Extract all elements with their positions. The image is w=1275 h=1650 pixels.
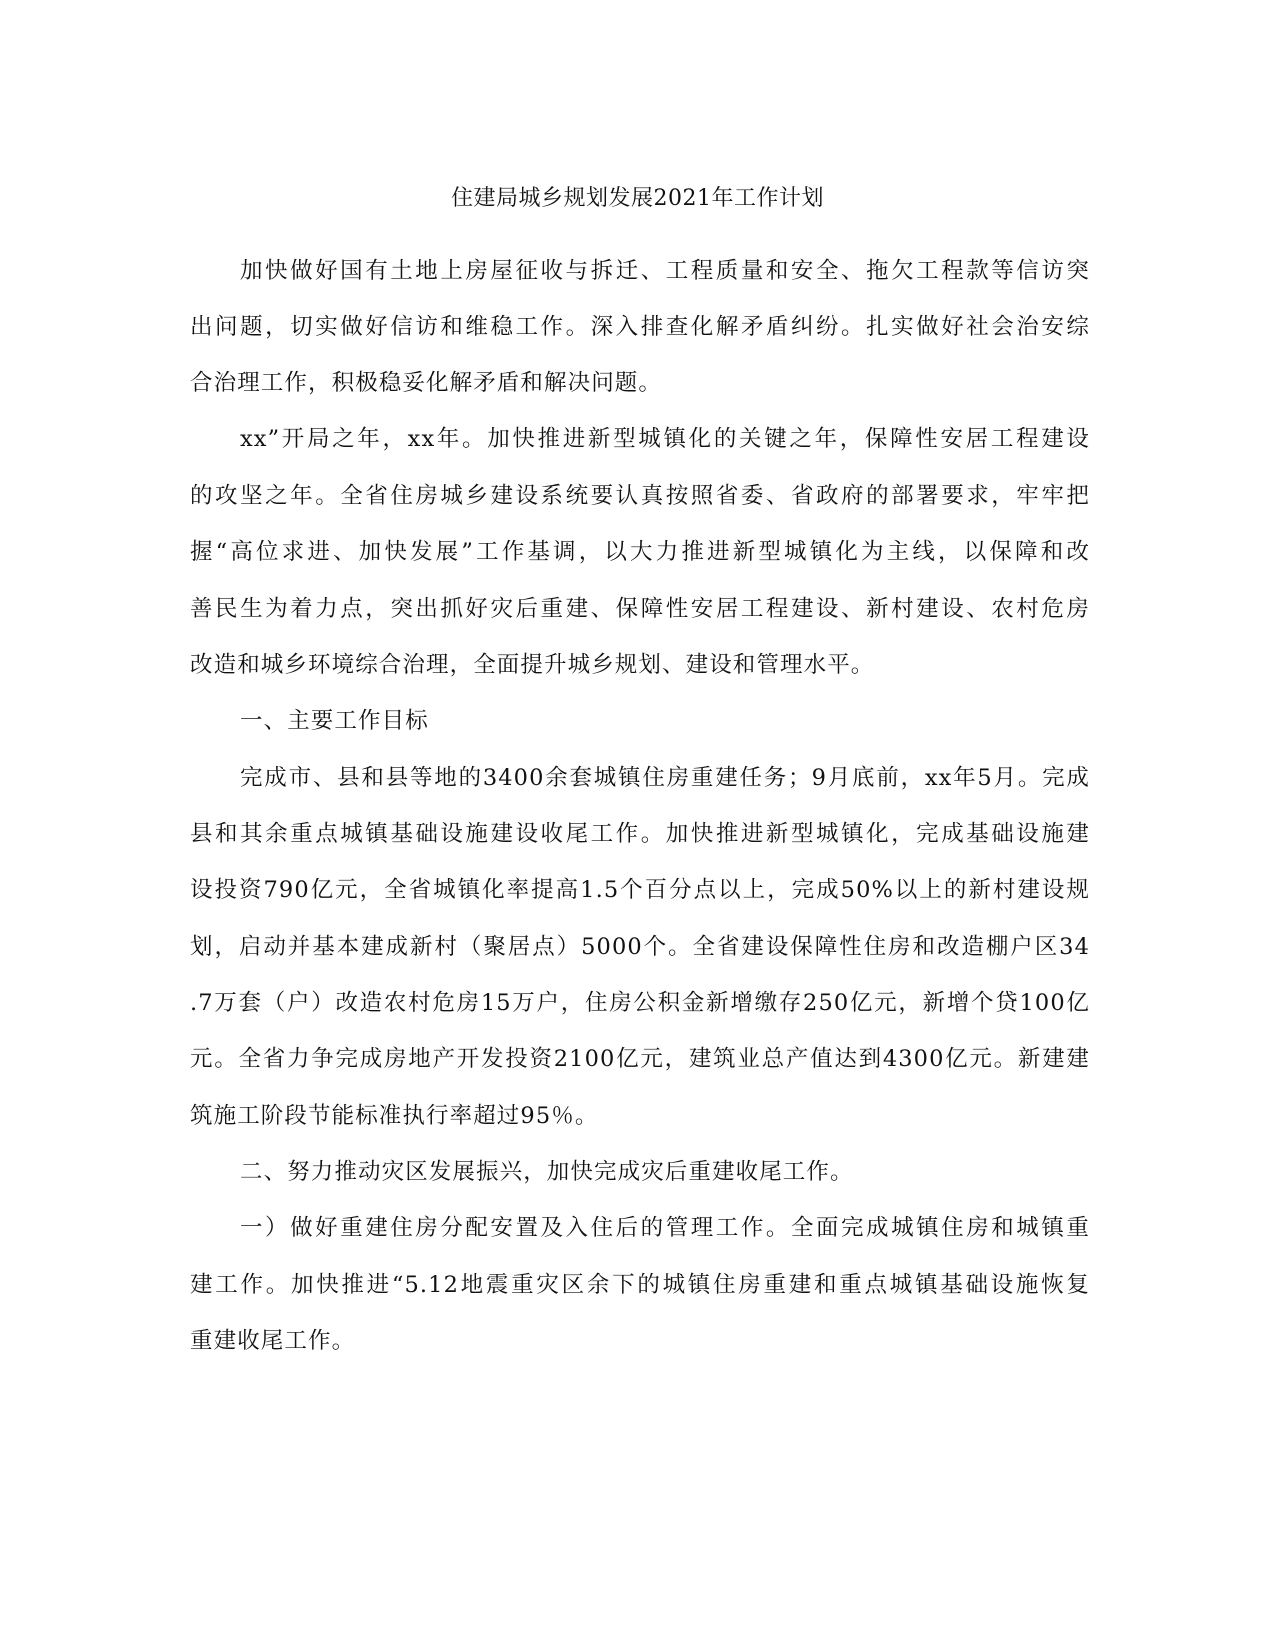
paragraph-1-line-3: 合治理工作，积极稳妥化解矛盾和解决问题。 <box>190 370 663 396</box>
paragraph-2-line-2: 的攻坚之年。全省住房城乡建设系统要认真按照省委、省政府的部署要求，牢牢把 <box>190 483 1090 509</box>
paragraph-1-line-1: 加快做好国有土地上房屋征收与拆迁、工程质量和安全、拖欠工程款等信访突 <box>240 258 1090 284</box>
document-title: 住建局城乡规划发展2021年工作计划 <box>451 186 824 211</box>
section-heading-2: 二、努力推动灾区发展振兴，加快完成灾后重建收尾工作。 <box>240 1159 854 1185</box>
paragraph-2-line-5: 改造和城乡环境综合治理，全面提升城乡规划、建设和管理水平。 <box>190 652 875 678</box>
paragraph-3-line-2: 县和其余重点城镇基础设施建设收尾工作。加快推进新型城镇化，完成基础设施建 <box>190 821 1090 847</box>
paragraph-2-line-4: 善民生为着力点，突出抓好灾后重建、保障性安居工程建设、新村建设、农村危房 <box>190 596 1090 622</box>
section-heading-1: 一、主要工作目标 <box>240 708 429 734</box>
paragraph-3-line-1: 完成市、县和县等地的3400余套城镇住房重建任务；9月底前，xx年5月。完成 <box>240 765 1090 791</box>
paragraph-2-line-1: xx”开局之年，xx年。加快推进新型城镇化的关键之年，保障性安居工程建设 <box>240 426 1090 452</box>
paragraph-1-line-2: 出问题，切实做好信访和维稳工作。深入排查化解矛盾纠纷。扎实做好社会治安综 <box>190 314 1090 340</box>
paragraph-3-line-3: 设投资790亿元，全省城镇化率提高1.5个百分点以上，完成50%以上的新村建设规 <box>190 877 1090 903</box>
paragraph-4-line-2: 建工作。加快推进“5.12地震重灾区余下的城镇住房重建和重点城镇基础设施恢复 <box>190 1272 1090 1298</box>
paragraph-2-line-3: 握“高位求进、加快发展”工作基调，以大力推进新型城镇化为主线，以保障和改 <box>190 539 1090 565</box>
paragraph-3-line-4: 划，启动并基本建成新村（聚居点）5000个。全省建设保障性住房和改造棚户区34 <box>190 934 1090 960</box>
paragraph-4-line-3: 重建收尾工作。 <box>190 1328 356 1354</box>
paragraph-3-line-7: 筑施工阶段节能标准执行率超过95％。 <box>190 1103 599 1129</box>
paragraph-3-line-5: .7万套（户）改造农村危房15万户，住房公积金新增缴存250亿元，新增个贷100亿 <box>190 990 1090 1016</box>
paragraph-4-line-1: 一）做好重建住房分配安置及入住后的管理工作。全面完成城镇住房和城镇重 <box>240 1215 1090 1241</box>
paragraph-3-line-6: 元。全省力争完成房地产开发投资2100亿元，建筑业总产值达到4300亿元。新建建 <box>190 1046 1090 1072</box>
